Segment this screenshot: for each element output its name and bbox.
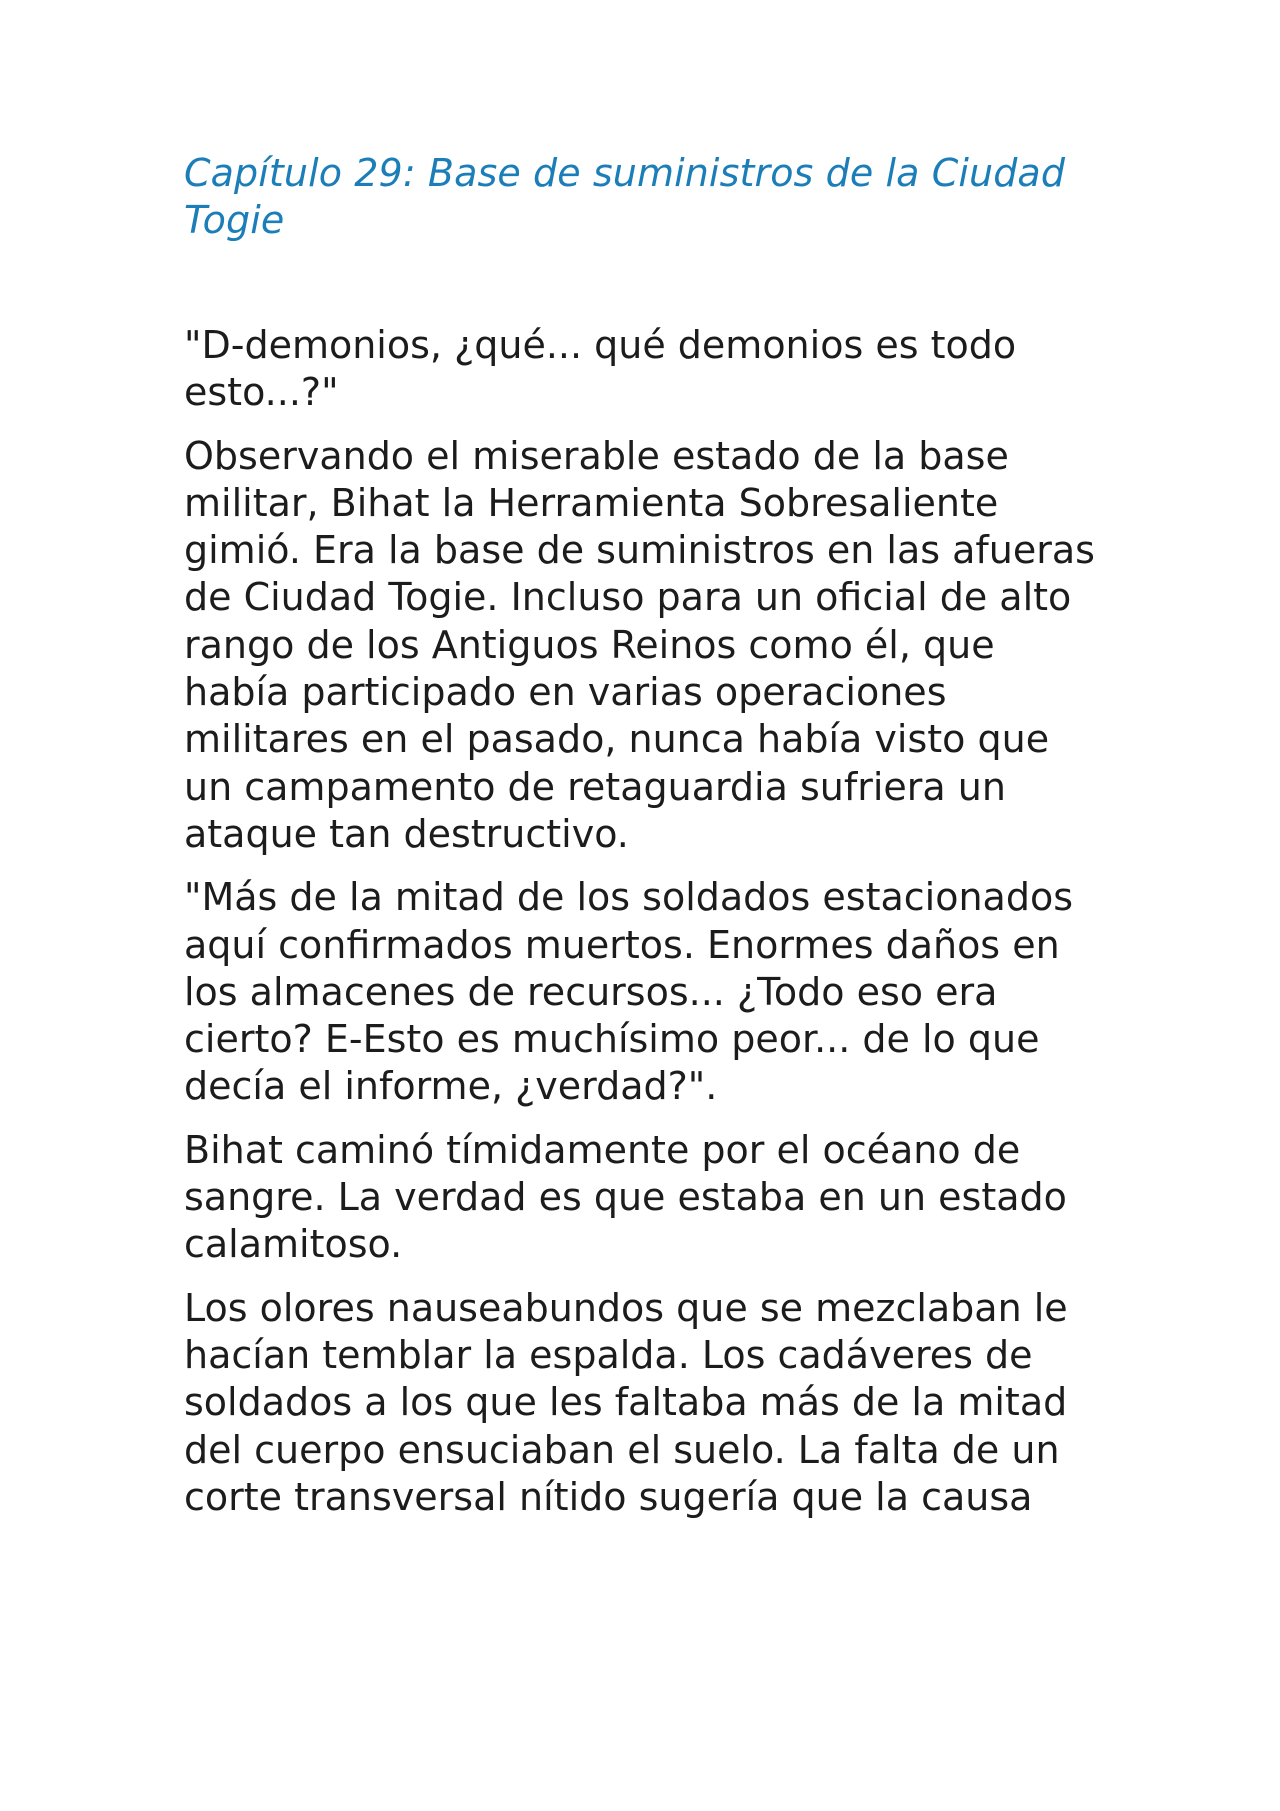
document-page <box>184 150 1104 1537</box>
paragraph: Observando el miserable estado de la base militar, Bihat la Herramienta Sobresaliente gimió. Era la base de suministros en las afueras de Ciudad Togie. Incluso para un oficial de alto rango de los Antiguos Reinos como él, que había participado en varias operaciones militares en el pasado, nunca había visto que un campamento de retaguardia sufriera un ataque tan destructivo. <box>184 433 1095 856</box>
paragraph: "D-demonios, ¿qué... qué demonios es todo esto...?" <box>184 323 1017 415</box>
paragraph: Los olores nauseabundos que se mezclaban le hacían temblar la espalda. Los cadáveres de soldados a los que les faltaba más de la mitad del cuerpo ensuciaban el suelo. La falta de un corte transversal nítido sugería que la causa <box>184 1285 1068 1519</box>
chapter-body <box>184 322 1104 1521</box>
paragraph: Bihat caminó tímidamente por el océano de sangre. La verdad es que estaba en un estado calamitoso. <box>184 1127 1067 1267</box>
chapter-title: Capítulo 29: Base de suministros de la Ciudad Togie <box>184 151 1066 242</box>
paragraph: "Más de la mitad de los soldados estacionados aquí confirmados muertos. Enormes daños en los almacenes de recursos... ¿Todo eso era cierto? E-Esto es muchísimo peor... de lo que decía el informe, ¿verdad?". <box>184 875 1074 1109</box>
